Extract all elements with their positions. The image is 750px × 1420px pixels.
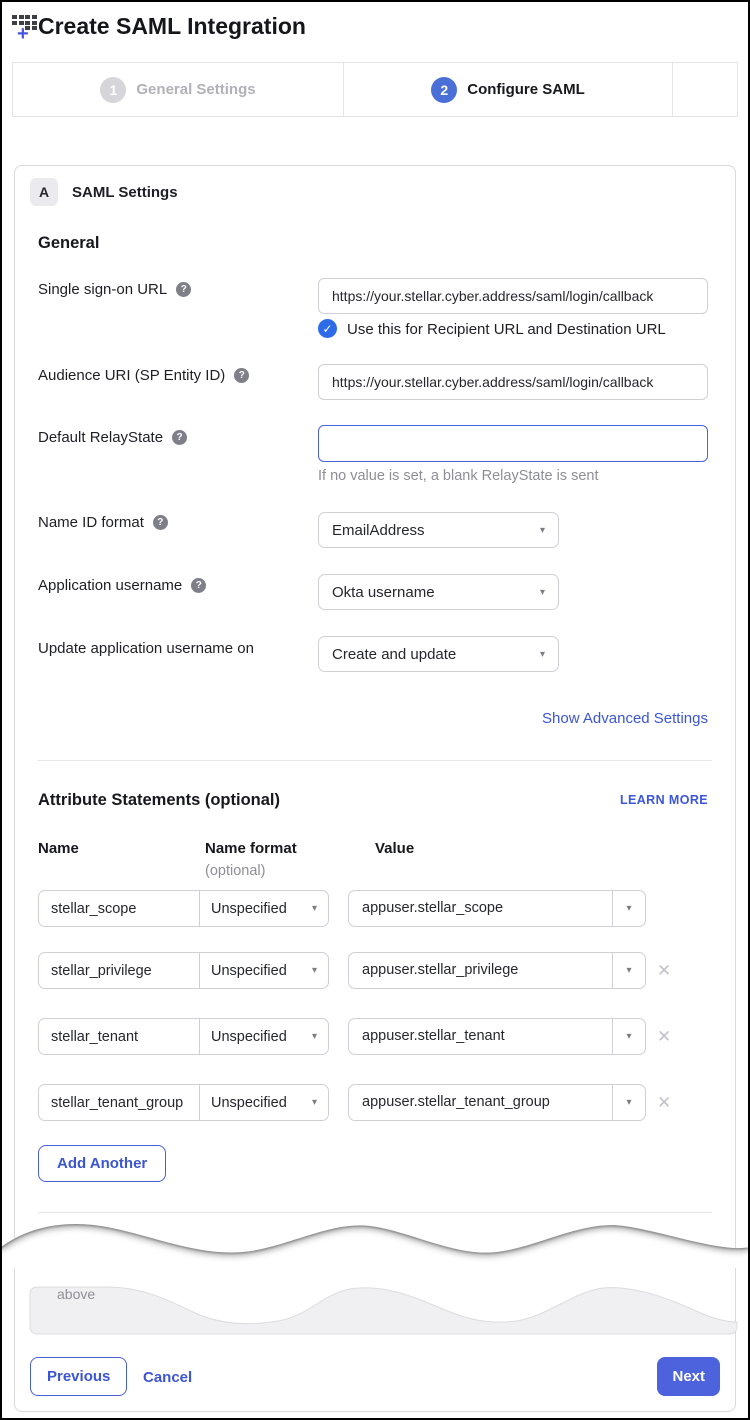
- column-header-value: Value: [375, 840, 415, 857]
- help-icon[interactable]: ?: [176, 282, 191, 297]
- checkmark-icon: ✓: [322, 321, 333, 336]
- sso-url-input[interactable]: [318, 278, 708, 314]
- help-icon[interactable]: ?: [234, 368, 249, 383]
- attribute-value-text: appuser.stellar_tenant: [362, 1028, 505, 1044]
- chevron-down-button[interactable]: [612, 1019, 645, 1054]
- attribute-row: [38, 1018, 671, 1055]
- attribute-format-value: Unspecified: [211, 900, 287, 917]
- torn-gray-panel: [28, 1280, 740, 1342]
- relay-state-input[interactable]: [318, 425, 708, 462]
- application-username-select[interactable]: [318, 574, 559, 610]
- column-header-name: Name: [38, 840, 79, 857]
- sso-url-label: Single sign-on URL: [38, 281, 168, 298]
- cancel-link[interactable]: Cancel: [143, 1369, 193, 1386]
- attribute-value-combo[interactable]: [348, 1018, 646, 1055]
- attribute-name-input[interactable]: [38, 890, 200, 927]
- close-icon[interactable]: ✕: [657, 1092, 672, 1112]
- saml-settings-heading: SAML Settings: [72, 184, 178, 201]
- add-application-icon: [12, 15, 40, 47]
- chevron-down-icon: ▾: [626, 1097, 632, 1108]
- application-username-label: Application username: [38, 577, 183, 594]
- tab-next-step-partial[interactable]: [673, 63, 737, 116]
- previous-button[interactable]: Previous: [30, 1357, 127, 1396]
- help-icon[interactable]: ?: [153, 515, 168, 530]
- audience-uri-label: Audience URI (SP Entity ID): [38, 367, 226, 384]
- chevron-down-button[interactable]: [612, 953, 645, 988]
- attribute-format-value: Unspecified: [211, 1094, 287, 1111]
- step-1-circle: 1: [100, 77, 126, 103]
- attribute-name-input[interactable]: [38, 952, 200, 989]
- name-id-format-select[interactable]: [318, 512, 559, 548]
- attribute-format-select[interactable]: [199, 952, 329, 989]
- attribute-statements-heading: Attribute Statements (optional): [38, 791, 280, 809]
- relay-state-label: Default RelayState: [38, 429, 164, 446]
- step-2-label: Configure SAML: [467, 81, 585, 98]
- close-icon[interactable]: ✕: [657, 1026, 672, 1046]
- section-divider: [38, 760, 712, 761]
- update-username-label: Update application username on: [38, 640, 254, 657]
- attribute-row: [38, 952, 671, 989]
- tab-configure-saml[interactable]: [344, 63, 673, 116]
- attribute-value-text: appuser.stellar_scope: [362, 900, 504, 916]
- attribute-row: [38, 890, 646, 927]
- clipped-helper-text: above: [57, 1286, 96, 1302]
- help-icon[interactable]: ?: [191, 578, 206, 593]
- recipient-url-checkbox[interactable]: [318, 319, 337, 338]
- update-username-select[interactable]: [318, 636, 559, 672]
- section-divider: [38, 1212, 712, 1213]
- chevron-down-icon: ▾: [626, 903, 632, 914]
- attribute-name-input[interactable]: [38, 1018, 200, 1055]
- attribute-value-combo[interactable]: [348, 890, 646, 927]
- close-icon[interactable]: ✕: [657, 960, 672, 980]
- update-username-value: Create and update: [332, 645, 457, 663]
- page-title: Create SAML Integration: [38, 13, 306, 39]
- name-id-format-label: Name ID format: [38, 514, 144, 531]
- chevron-down-button[interactable]: [612, 1085, 645, 1120]
- attribute-name-input[interactable]: [38, 1084, 200, 1121]
- column-header-format: Name format: [205, 840, 297, 857]
- tab-general-settings[interactable]: [13, 63, 344, 116]
- chevron-down-icon: ▾: [539, 586, 545, 598]
- next-button[interactable]: Next: [657, 1357, 720, 1396]
- attribute-format-select[interactable]: [199, 890, 329, 927]
- attribute-value-combo[interactable]: [348, 952, 646, 989]
- attribute-row: [38, 1084, 671, 1121]
- general-heading: General: [38, 234, 100, 252]
- attribute-format-select[interactable]: [199, 1018, 329, 1055]
- chevron-down-icon: ▾: [311, 965, 317, 976]
- learn-more-link[interactable]: LEARN MORE: [619, 793, 708, 807]
- chevron-down-icon: ▾: [539, 648, 545, 660]
- plus-icon: +: [17, 23, 29, 45]
- attribute-format-value: Unspecified: [211, 1028, 287, 1045]
- step-2-circle: 2: [431, 77, 457, 103]
- add-another-button[interactable]: Add Another: [38, 1145, 166, 1182]
- help-icon[interactable]: ?: [172, 430, 187, 445]
- wizard-step-bar: [12, 62, 738, 117]
- show-advanced-settings-link[interactable]: Show Advanced Settings: [542, 710, 708, 727]
- relay-state-helper: If no value is set, a blank RelayState is sent: [318, 468, 599, 484]
- attribute-format-select[interactable]: [199, 1084, 329, 1121]
- step-1-label: General Settings: [136, 81, 256, 98]
- chevron-down-icon: ▾: [311, 1097, 317, 1108]
- chevron-down-icon: ▾: [311, 1031, 317, 1042]
- audience-uri-input[interactable]: [318, 364, 708, 400]
- chevron-down-icon: ▾: [311, 903, 317, 914]
- chevron-down-icon: ▾: [539, 524, 545, 536]
- chevron-down-icon: ▾: [626, 965, 632, 976]
- recipient-url-checkbox-label: Use this for Recipient URL and Destination URL: [347, 321, 666, 338]
- attribute-value-text: appuser.stellar_tenant_group: [362, 1094, 550, 1110]
- application-username-value: Okta username: [332, 583, 435, 601]
- name-id-format-value: EmailAddress: [332, 521, 425, 539]
- attribute-value-combo[interactable]: [348, 1084, 646, 1121]
- column-header-format-note: (optional): [205, 863, 266, 879]
- attribute-format-value: Unspecified: [211, 962, 287, 979]
- attribute-value-text: appuser.stellar_privilege: [362, 962, 519, 978]
- chevron-down-icon: ▾: [626, 1031, 632, 1042]
- section-a-badge: A: [30, 178, 58, 206]
- chevron-down-button[interactable]: [612, 891, 645, 926]
